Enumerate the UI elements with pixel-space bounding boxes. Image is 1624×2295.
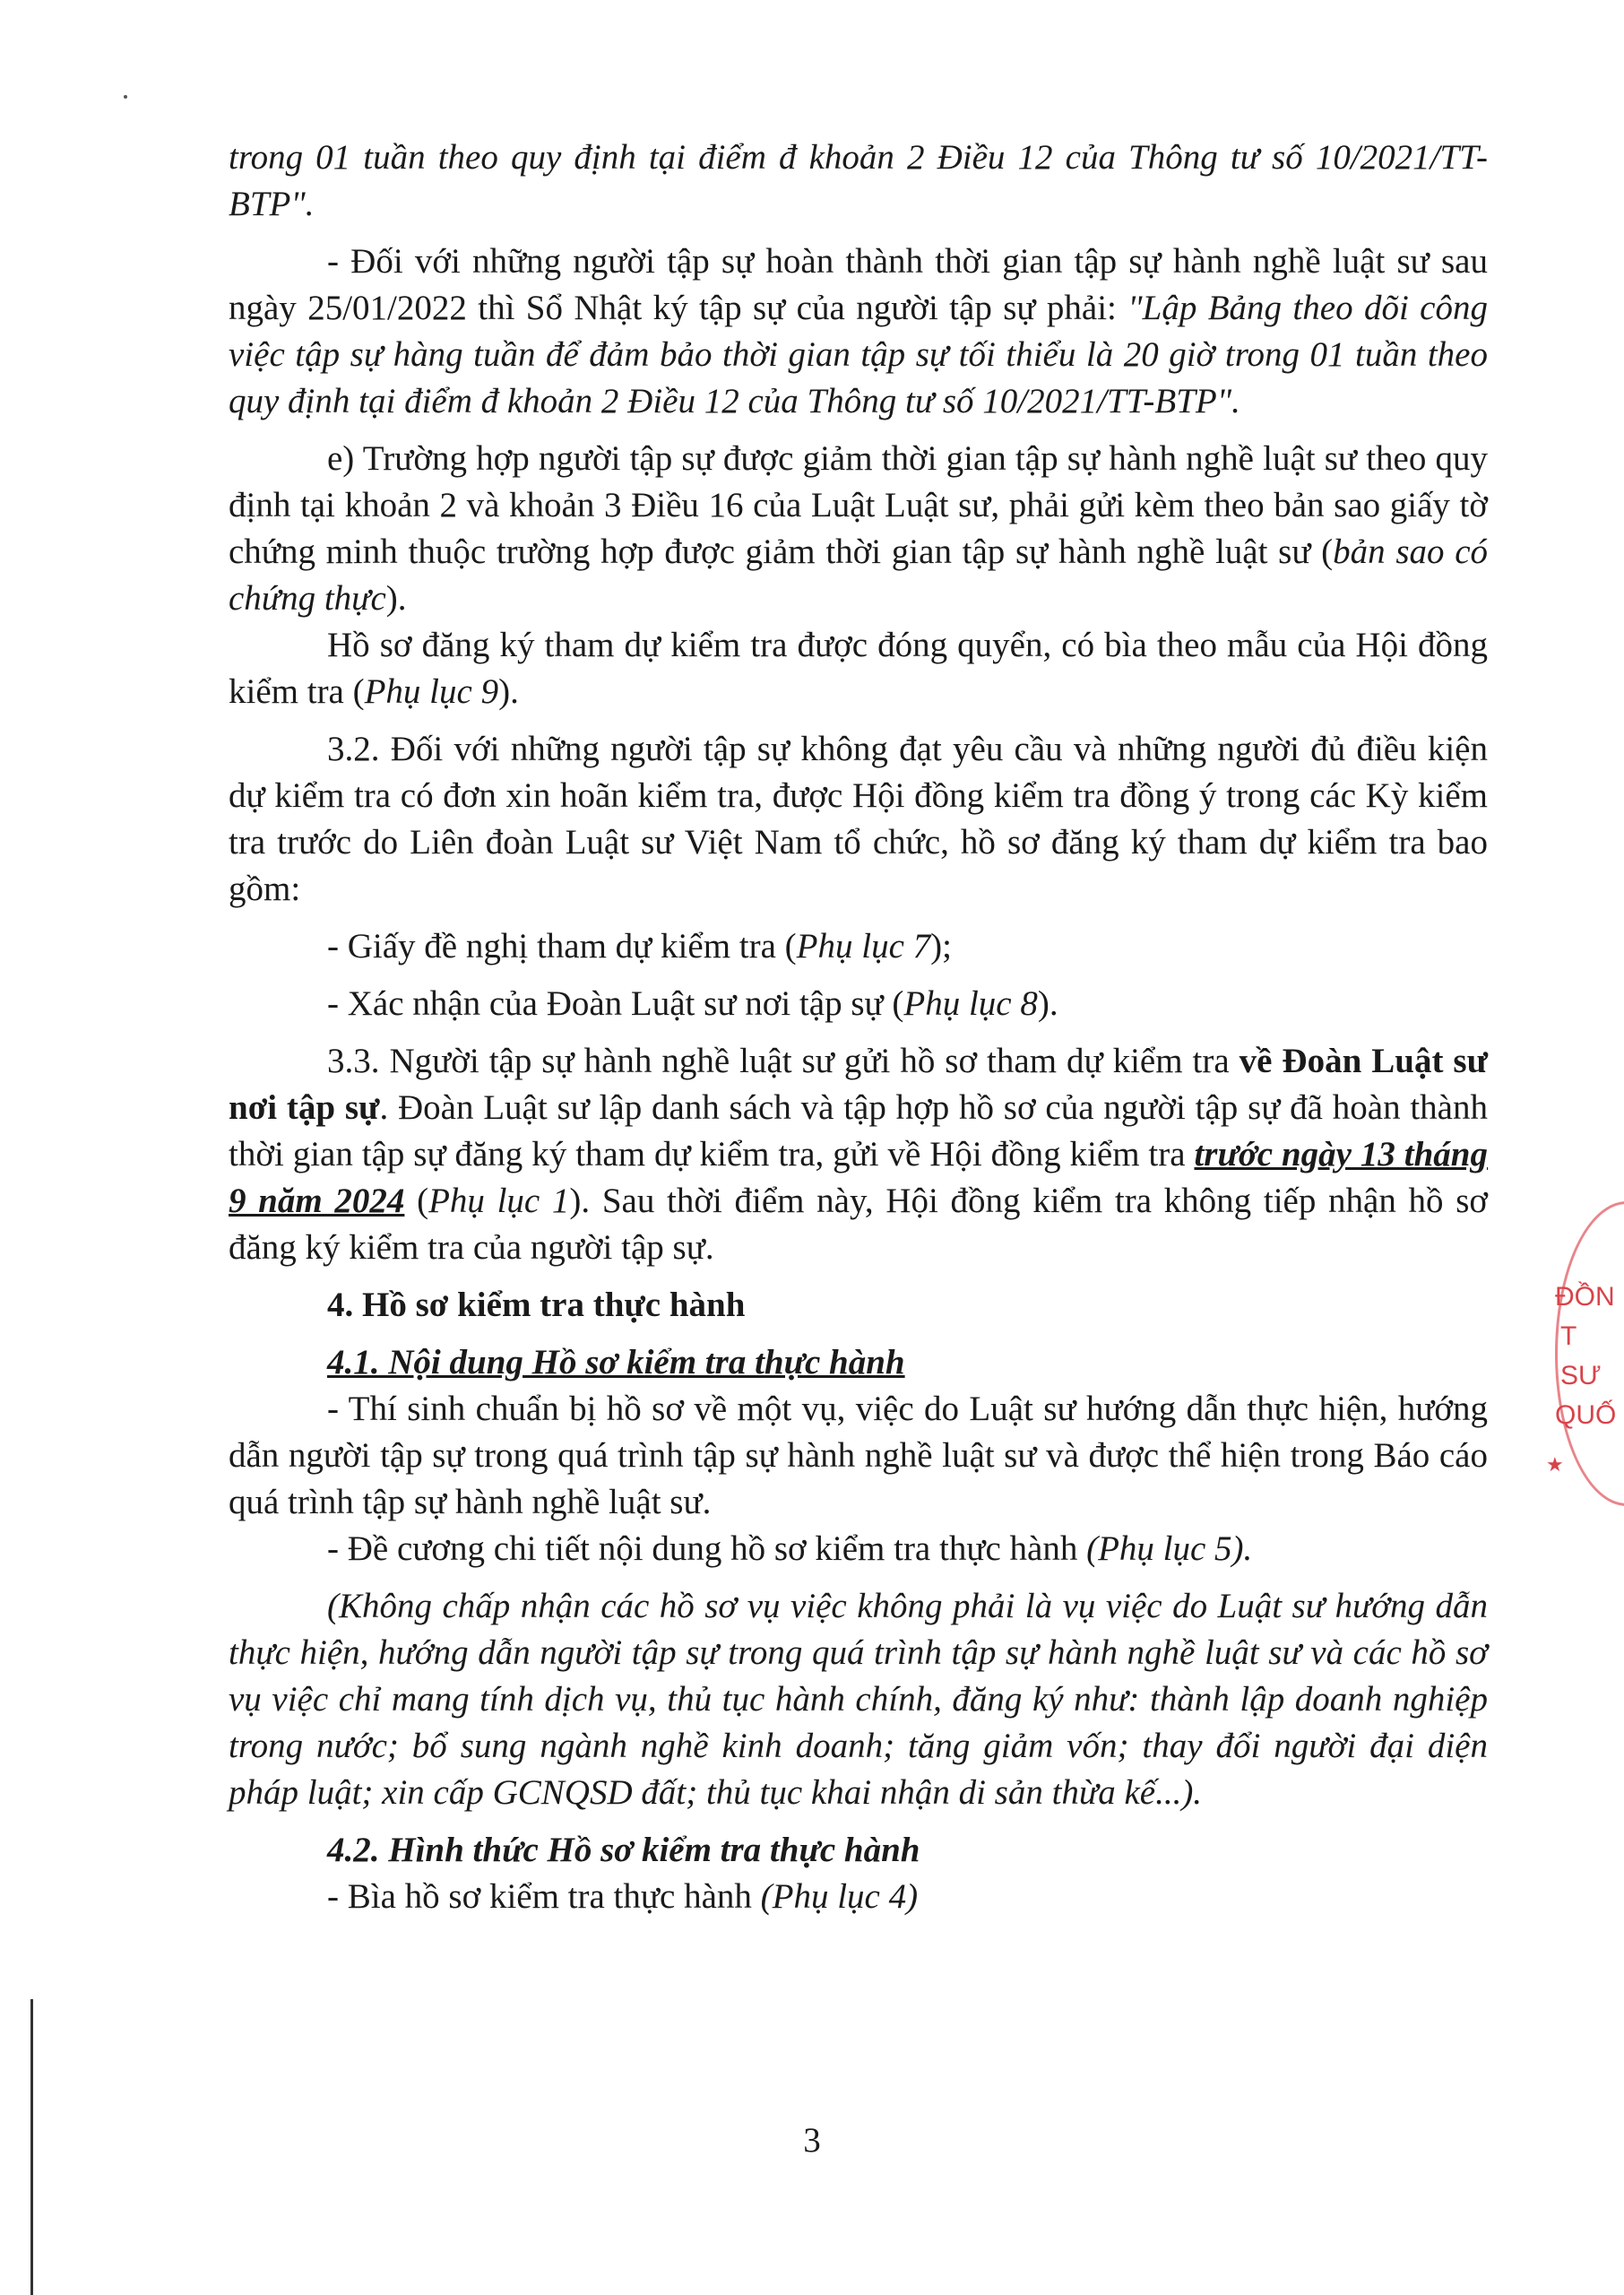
bold-destination: về Đoàn Luật sư nơi tập sự — [229, 1042, 1488, 1127]
seal-line-2: T SƯ — [1560, 1321, 1602, 1390]
section-heading-4: 4. Hồ sơ kiểm tra thực hành — [327, 1286, 746, 1324]
paragraph-3-2: 3.2. Đối với những người tập sự không đạt yêu cầu và những người đủ điều kiện dự kiểm tra có đơn xin hoãn kiểm tra, được Hội đồng kiểm tra đồng ý trong các Kỳ kiểm tra trước do Liên đoàn Luật sư Việt Nam tổ chức, hồ sơ đăng ký tham dự kiểm tra bao gồm: — [229, 730, 1488, 908]
appendix-ref: Phụ lục 7 — [796, 927, 931, 966]
list-item-request — [229, 923, 1488, 970]
deadline-date: trước ngày 13 tháng 9 năm 2024 — [229, 1135, 1488, 1220]
paragraph-exclusions: (Không chấp nhận các hồ sơ vụ việc không phải là vụ việc do Luật sư hướng dẫn thực hiện, hướng dẫn người tập sự trong quá trình tập sự hành nghề luật sư và các hồ sơ vụ việc chỉ mang tính dịch vụ, thủ tục hành chính, đăng ký như: thành lập doanh nghiệp trong nước; bổ sung ngành nghề kinh doanh; tăng giảm vốn; thay đổi người đại diện pháp luật; xin cấp GCNQSD đất; thủ tục khai nhận di sản thừa kế...). — [229, 1587, 1488, 1812]
list-item-text: - Xác nhận của Đoàn Luật sư nơi tập sự ( — [327, 984, 904, 1023]
list-item-end: ). — [1037, 984, 1058, 1023]
paragraph-quote: "Lập Bảng theo dõi công việc tập sự hàng tuần để đảm bảo thời gian tập sự tối thiểu là 20 giờ trong 01 tuần theo quy định tại điểm đ khoản 2 Điều 12 của Thông tư số 10/2021/TT-BTP". — [229, 289, 1488, 420]
paragraph-e-text: e) Trường hợp người tập sự được giảm thời gian tập sự hành nghề luật sư theo quy định tại khoản 2 và khoản 3 Điều 16 của Luật Luật sư, phải gửi kèm theo bản sao giấy tờ chứng minh thuộc trường hợp được giảm thời gian tập sự hành nghề luật sư ( — [229, 439, 1488, 571]
paragraph-outline-text: - Đề cương chi tiết nội dung hồ sơ kiểm tra thực hành — [327, 1529, 1087, 1568]
paragraph-3-3 — [229, 1038, 1488, 1271]
seal-line-1: ĐỒN — [1555, 1282, 1615, 1312]
paragraph-after-date — [229, 238, 1488, 425]
star-icon: ★ — [1546, 1453, 1564, 1476]
paren-open: ( — [404, 1182, 429, 1220]
paragraph-cover — [229, 1874, 1488, 1920]
paragraph-cover-text: - Bìa hồ sơ kiểm tra thực hành — [327, 1877, 761, 1916]
section-heading-4-1: 4.1. Nội dung Hồ sơ kiểm tra thực hành — [327, 1343, 905, 1381]
seal-line-3: QUỐ — [1555, 1400, 1617, 1430]
paragraph-e-italic: bản sao có chứng thực — [229, 533, 1489, 618]
appendix-ref: (Phụ lục 5). — [1086, 1529, 1253, 1568]
red-stamp-seal — [1519, 1201, 1624, 1506]
document-page — [229, 134, 1488, 1920]
appendix-ref: Phụ lục 8 — [903, 984, 1038, 1023]
paragraph-binding-end: ). — [498, 672, 519, 711]
list-item-end: ); — [930, 927, 952, 966]
paragraph-e-end: ). — [385, 579, 407, 618]
quote-end-paragraph: trong 01 tuần theo quy định tại điểm đ khoản 2 Điều 12 của Thông tư số 10/2021/TT-BTP". — [229, 138, 1488, 223]
scan-dot — [124, 95, 127, 99]
seal-text — [1555, 1277, 1624, 1435]
paragraph-content-requirement: - Thí sinh chuẩn bị hồ sơ về một vụ, việc do Luật sư hướng dẫn thực hiện, hướng dẫn người tập sự trong quá trình tập sự hành nghề luật sư và được thể hiện trong Báo cáo quá trình tập sự hành nghề luật sư. — [229, 1390, 1488, 1521]
section-heading-4-2: 4.2. Hình thức Hồ sơ kiểm tra thực hành — [327, 1831, 920, 1869]
page-number: 3 — [803, 2121, 821, 2160]
appendix-ref: (Phụ lục 4) — [760, 1877, 919, 1916]
paragraph-binding — [229, 622, 1488, 715]
paragraph-binding-text: Hồ sơ đăng ký tham dự kiểm tra được đóng quyển, có bìa theo mẫu của Hội đồng kiểm tra ( — [229, 626, 1488, 711]
binding-edge-line — [30, 1999, 33, 2295]
paragraph-outline — [229, 1526, 1488, 1572]
list-item-text: - Giấy đề nghị tham dự kiểm tra ( — [327, 927, 797, 966]
paragraph-3-3-text: 3.3. Người tập sự hành nghề luật sư gửi hồ sơ tham dự kiểm tra — [327, 1042, 1240, 1080]
paragraph-e — [229, 436, 1488, 622]
paragraph-3-3-end: ). Sau thời điểm này, Hội đồng kiểm tra không tiếp nhận hồ sơ đăng ký kiểm tra của người tập sự. — [229, 1182, 1488, 1267]
appendix-ref: Phụ lục 1 — [428, 1182, 570, 1220]
list-item-confirmation — [229, 981, 1488, 1027]
appendix-ref: Phụ lục 9 — [364, 672, 499, 711]
paragraph-lead: - Đối với những người tập sự hoàn thành thời gian tập sự hành nghề luật sư sau ngày 25/01/2022 thì Sổ Nhật ký tập sự của người tập sự phải: — [229, 242, 1488, 327]
paragraph-3-3-text-2: . Đoàn Luật sư lập danh sách và tập hợp hồ sơ của người tập sự đã hoàn thành thời gian tập sự đăng ký tham dự kiểm tra, gửi về Hội đồng kiểm tra — [229, 1088, 1488, 1173]
